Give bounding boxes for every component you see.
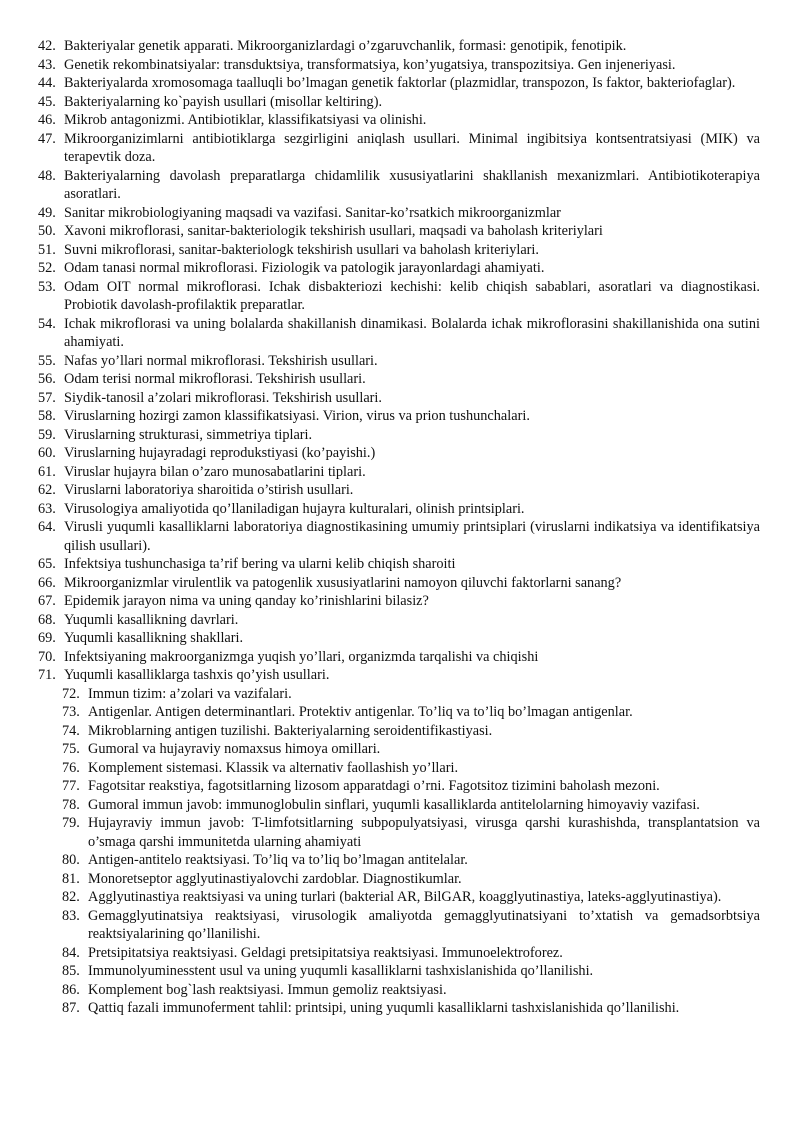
- item-text: Bakteriyalarning ko`payish usullari (misollar keltiring).: [64, 93, 383, 110]
- item-text: Mikroorganizimlarni antibiotiklarga sezgirligini aniqlash usullari. Minimal ingibitsiya kontsentratsiyasi (MIK) va terapevtik doza.: [64, 130, 760, 165]
- list-item: [38, 722, 760, 741]
- list-item: [38, 241, 760, 260]
- item-number: 56.: [38, 371, 56, 387]
- item-number: 77.: [62, 778, 80, 794]
- item-text: Viruslarning strukturasi, simmetriya tiplari.: [64, 426, 313, 443]
- list-item: [38, 851, 760, 870]
- item-text: Genetik rekombinatsiyalar: transduktsiya, transformatsiya, kon’yugatsiya, transpozitsiya. Gen injeneriyasi.: [64, 56, 676, 73]
- item-number: 84.: [62, 944, 80, 961]
- item-text: Xavoni mikroflorasi, sanitar-bakteriologik tekshirish usullari, maqsadi va baholash kriteriylari: [64, 223, 603, 239]
- item-number: 68.: [38, 611, 56, 628]
- list-item: [38, 703, 760, 722]
- item-text: Siydik-tanosil a’zolari mikroflorasi. Tekshirish usullari.: [64, 389, 382, 406]
- list-item: [38, 759, 760, 778]
- list-item: [38, 648, 760, 667]
- item-text: Antigenlar. Antigen determinantlari. Protektiv antigenlar. To’liq va to’liq bo’lmagan antigenlar.: [88, 704, 633, 720]
- list-item: [38, 629, 760, 648]
- item-number: 63.: [38, 500, 56, 517]
- item-text: Yuqumli kasalliklarga tashxis qo’yish usullari.: [64, 667, 330, 683]
- list-item: [38, 74, 760, 93]
- item-text: Epidemik jarayon nima va uning qanday ko’rinishlarini bilasiz?: [64, 593, 429, 609]
- item-number: 67.: [38, 593, 56, 609]
- list-item: [38, 685, 760, 704]
- item-text: Viruslarning hujayradagi reprodukstiyasi (ko’payishi.): [64, 445, 376, 461]
- list-item: [38, 814, 760, 851]
- item-number: 42.: [38, 38, 56, 54]
- list-item: [38, 93, 760, 112]
- list-item: [38, 999, 760, 1018]
- item-number: 81.: [62, 870, 80, 887]
- item-number: 79.: [62, 815, 80, 831]
- item-text: Qattiq fazali immunoferment tahlil: printsipi, uning yuqumli kasalliklarni tashxislanishida qo’llanilishi.: [88, 1000, 680, 1016]
- item-text: Odam tanasi normal mikroflorasi. Fiziologik va patologik jarayonlardagi ahamiyati.: [64, 260, 545, 276]
- item-number: 48.: [38, 167, 56, 184]
- item-text: Viruslarni laboratoriya sharoitida o’stirish usullari.: [64, 482, 354, 498]
- question-list: [38, 37, 760, 1018]
- list-item: [38, 407, 760, 426]
- item-text: Pretsipitatsiya reaktsiyasi. Geldagi pretsipitatsiya reaktsiyasi. Immunoelektroforez.: [88, 944, 563, 961]
- item-number: 50.: [38, 223, 56, 239]
- item-text: Gumoral immun javob: immunoglobulin sinflari, yuqumli kasalliklarda antitelolarning himoyaviy vazifasi.: [88, 796, 700, 813]
- item-text: Immun tizim: a’zolari va vazifalari.: [88, 685, 292, 702]
- list-item: [38, 481, 760, 500]
- list-item: [38, 426, 760, 445]
- item-number: 55.: [38, 352, 56, 369]
- item-number: 66.: [38, 574, 56, 591]
- list-item: [38, 944, 760, 963]
- list-item: [38, 370, 760, 389]
- item-text: Ichak mikroflorasi va uning bolalarda shakillanish dinamikasi. Bolalarda ichak mikroflorasini shakillanishida ona sutini ahamiyati.: [64, 315, 760, 350]
- item-text: Monoretseptor agglyutinastiyalovchi zardoblar. Diagnostikumlar.: [88, 870, 462, 887]
- list-item: [38, 518, 760, 555]
- item-text: Komplement bog`lash reaktsiyasi. Immun gemoliz reaktsiyasi.: [88, 981, 447, 998]
- list-item: [38, 666, 760, 685]
- list-item: [38, 37, 760, 56]
- item-text: Virusologiya amaliyotida qo’llaniladigan hujayra kulturalari, olinish printsiplari.: [64, 500, 525, 517]
- item-text: Agglyutinastiya reaktsiyasi va uning turlari (bakterial AR, BilGAR, koagglyutinastiya, lateks-agglyutinastiya).: [88, 889, 722, 905]
- item-text: Nafas yo’llari normal mikroflorasi. Tekshirish usullari.: [64, 352, 378, 369]
- item-text: Bakteriyalar genetik apparati. Mikroorganizlardagi o’zgaruvchanlik, formasi: genotipik, fenotipik.: [64, 38, 627, 54]
- item-number: 69.: [38, 630, 56, 646]
- item-text: Odam terisi normal mikroflorasi. Tekshirish usullari.: [64, 371, 366, 387]
- item-number: 74.: [62, 722, 80, 739]
- item-number: 44.: [38, 75, 56, 91]
- item-text: Immunolyuminesstent usul va uning yuqumli kasalliklarni tashxislanishida qo’llanilishi.: [88, 963, 594, 979]
- item-number: 87.: [62, 1000, 80, 1016]
- item-number: 72.: [62, 685, 80, 702]
- list-item: [38, 259, 760, 278]
- item-text: Infektsiyaning makroorganizmga yuqish yo’llari, organizmda tarqalishi va chiqishi: [64, 648, 539, 665]
- item-number: 43.: [38, 56, 56, 73]
- item-text: Virusli yuqumli kasalliklarni laboratoriya diagnostikasining umumiy printsiplari (viruslarni indikatsiya va identifikatsiya qilish usullari).: [64, 519, 760, 554]
- list-item: [38, 130, 760, 167]
- item-number: 51.: [38, 241, 56, 258]
- item-number: 49.: [38, 204, 56, 221]
- list-item: [38, 56, 760, 75]
- item-number: 52.: [38, 260, 56, 276]
- item-text: Fagotsitar reakstiya, fagotsitlarning lizosom apparatdagi o’rni. Fagotsitoz tizimini baholash mezoni.: [88, 778, 660, 794]
- item-number: 45.: [38, 93, 56, 110]
- item-text: Antigen-antitelo reaktsiyasi. To’liq va to’liq bo’lmagan antitelalar.: [88, 852, 468, 868]
- item-number: 83.: [62, 907, 80, 924]
- list-item: [38, 907, 760, 944]
- list-item: [38, 592, 760, 611]
- item-number: 65.: [38, 556, 56, 572]
- item-number: 62.: [38, 482, 56, 498]
- item-number: 58.: [38, 408, 56, 424]
- item-text: Mikroorganizmlar virulentlik va patogenlik xususiyatlarini namoyon qiluvchi faktorlarni sanang?: [64, 574, 622, 591]
- list-item: [38, 870, 760, 889]
- item-text: Sanitar mikrobiologiyaning maqsadi va vazifasi. Sanitar-ko’rsatkich mikroorganizmlar: [64, 204, 561, 221]
- item-text: Mikroblarning antigen tuzilishi. Bakteriyalarning seroidentifikastiyasi.: [88, 722, 493, 739]
- list-item: [38, 555, 760, 574]
- item-text: Yuqumli kasallikning shakllari.: [64, 630, 244, 646]
- item-text: Odam OIT normal mikroflorasi. Ichak disbakteriozi kechishi: kelib chiqish sabablari, asoratlari va diagnostikasi. Probiotik davolash-profilaktik preparatlar.: [64, 278, 760, 313]
- list-item: [38, 352, 760, 371]
- list-item: [38, 888, 760, 907]
- item-number: 60.: [38, 445, 56, 461]
- item-text: Komplement sistemasi. Klassik va alternativ faollashish yo’llari.: [88, 759, 459, 776]
- item-text: Bakteriyalarda xromosomaga taalluqli bo’lmagan genetik faktorlar (plazmidlar, transpozon, Is faktor, bakteriofaglar).: [64, 75, 736, 91]
- item-number: 71.: [38, 667, 56, 683]
- item-text: Bakteriyalarning davolash preparatlarga chidamlilik xususiyatlarini shakllanish mexanizmlari. Antibiotikoterapiya asoratlari.: [64, 167, 760, 202]
- list-item: [38, 611, 760, 630]
- item-text: Gemagglyutinatsiya reaktsiyasi, virusologik amaliyotda gemagglyutinatsiyani to’xtatish va gemadsorbtsiya reaktsiyalarining qo’llanilishi.: [88, 907, 760, 942]
- list-item: [38, 500, 760, 519]
- list-item: [38, 796, 760, 815]
- list-item: [38, 315, 760, 352]
- item-text: Mikrob antagonizmi. Antibiotiklar, klassifikatsiyasi va olinishi.: [64, 112, 427, 128]
- item-number: 85.: [62, 963, 80, 979]
- list-item: [38, 222, 760, 241]
- item-number: 78.: [62, 796, 80, 813]
- list-item: [38, 204, 760, 223]
- item-number: 82.: [62, 889, 80, 905]
- item-text: Suvni mikroflorasi, sanitar-bakteriologk tekshirish usullari va baholash kriteriylari.: [64, 241, 539, 258]
- item-number: 53.: [38, 278, 56, 295]
- item-number: 76.: [62, 759, 80, 776]
- item-text: Gumoral va hujayraviy nomaxsus himoya omillari.: [88, 741, 381, 757]
- list-item: [38, 463, 760, 482]
- list-item: [38, 740, 760, 759]
- list-item: [38, 111, 760, 130]
- item-number: 61.: [38, 463, 56, 480]
- list-item: [38, 981, 760, 1000]
- item-number: 75.: [62, 741, 80, 757]
- list-item: [38, 962, 760, 981]
- list-item: [38, 278, 760, 315]
- item-number: 57.: [38, 389, 56, 406]
- list-item: [38, 574, 760, 593]
- item-number: 46.: [38, 112, 56, 128]
- item-number: 54.: [38, 315, 56, 332]
- list-item: [38, 167, 760, 204]
- item-number: 80.: [62, 852, 80, 868]
- item-number: 59.: [38, 426, 56, 443]
- item-text: Yuqumli kasallikning davrlari.: [64, 611, 239, 628]
- list-item: [38, 444, 760, 463]
- item-number: 47.: [38, 130, 56, 147]
- item-text: Hujayraviy immun javob: T-limfotsitlarning subpopulyatsiyasi, virusga qarshi kurashishda, transplantatsion va o’smaga qarshi immunitetda ularning ahamiyati: [88, 815, 760, 850]
- item-number: 70.: [38, 648, 56, 665]
- item-text: Infektsiya tushunchasiga ta’rif bering va ularni kelib chiqish sharoiti: [64, 556, 456, 572]
- list-item: [38, 777, 760, 796]
- item-text: Viruslarning hozirgi zamon klassifikatsiyasi. Virion, virus va prion tushunchalari.: [64, 408, 530, 424]
- list-item: [38, 389, 760, 408]
- item-number: 73.: [62, 704, 80, 720]
- item-text: Viruslar hujayra bilan o’zaro munosabatlarini tiplari.: [64, 463, 366, 480]
- item-number: 86.: [62, 981, 80, 998]
- item-number: 64.: [38, 519, 56, 535]
